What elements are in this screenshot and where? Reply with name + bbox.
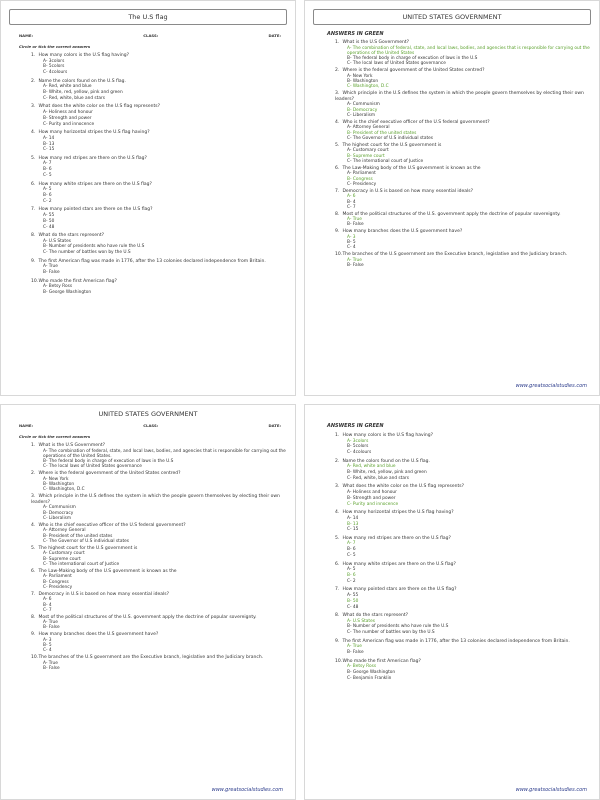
question-item — [335, 459, 591, 482]
instructions: Circle or tick the correct answers — [19, 434, 91, 439]
correct-answer-option[interactable]: B- 50 — [347, 598, 359, 604]
question-item — [335, 536, 591, 559]
question-item — [31, 443, 287, 470]
answer-option[interactable]: B- 13 — [43, 141, 55, 147]
answer-option[interactable]: C- Red, white, blue and stars — [347, 476, 409, 482]
answer-option[interactable]: A- New York — [347, 73, 373, 79]
question-item — [31, 632, 287, 653]
question-number: 7. — [335, 587, 340, 593]
sheet-title: The U.S flag — [9, 9, 287, 25]
question-number: 4. — [335, 119, 340, 125]
question-prompt: Which principle in the U.S defines the system in which the people govern themselves by electing their own leaders? — [31, 494, 280, 505]
date-field-label: DATE: — [268, 423, 281, 428]
question-number: 1. — [335, 40, 340, 45]
answer-option[interactable]: C- Liberalism — [43, 515, 72, 521]
answer-option[interactable]: B- White, red, yellow, pink and green — [43, 90, 123, 96]
question-prompt: How many colors is the U.S flag having? — [342, 433, 433, 438]
question-text — [31, 655, 287, 661]
answer-option[interactable]: A- 5 — [43, 187, 52, 193]
answer-option[interactable]: B- 6 — [43, 167, 52, 173]
correct-answer-option[interactable]: B- Congress — [347, 176, 373, 182]
gov-answers-sheet — [304, 0, 600, 396]
question-item — [31, 104, 287, 127]
question-prompt: The highest court for the U.S government is — [38, 545, 138, 551]
class-field-label: CLASS: — [143, 33, 159, 38]
question-prompt: Who is the chief executive officer of the U.S federal government? — [342, 119, 490, 125]
answer-option[interactable]: A- New York — [43, 476, 69, 482]
question-item — [31, 592, 287, 613]
question-list — [335, 433, 591, 682]
question-prompt: Who made the first American flag? — [38, 278, 117, 284]
question-number: 9. — [31, 632, 36, 638]
answer-option[interactable]: C- 7 — [347, 204, 356, 210]
question-number: 7. — [31, 591, 36, 597]
answer-option[interactable]: A- U.S States — [43, 238, 71, 244]
answer-option[interactable]: C- Liberalism — [347, 112, 376, 118]
question-number: 10. — [335, 252, 343, 258]
question-item — [335, 40, 591, 67]
answer-option[interactable]: B- 4 — [43, 602, 52, 608]
question-item — [335, 143, 591, 164]
answer-option[interactable]: B- 5 — [43, 643, 52, 649]
answer-option[interactable]: C- 48 — [347, 604, 359, 610]
question-prompt: Most of the political structures of the U.S. government apply the doctrine of popular sovereignty. — [38, 614, 257, 620]
question-number: 6. — [335, 561, 340, 567]
correct-answer-option[interactable]: A- True — [347, 217, 362, 223]
answer-option[interactable]: C- 2 — [347, 578, 356, 584]
sheet-title: UNITED STATES GOVERNMENT — [98, 410, 198, 418]
question-number: 2. — [31, 78, 36, 84]
question-item — [335, 510, 591, 533]
question-item — [335, 229, 591, 250]
answer-option[interactable]: C- Red, white, blue and stars — [43, 96, 105, 102]
answer-option[interactable]: A- Customary court — [347, 148, 389, 154]
answer-option[interactable]: C- 5 — [347, 553, 356, 559]
answer-option[interactable]: C- Washington, D.C — [43, 487, 85, 493]
question-prompt: Most of the political structures of the U.S. government apply the doctrine of popular sovereignty. — [342, 211, 561, 217]
correct-answer-option[interactable]: A- True — [347, 257, 362, 263]
answer-option[interactable]: B- Congress — [43, 579, 69, 585]
question-item — [31, 130, 287, 153]
question-item — [31, 494, 287, 521]
answer-option[interactable]: B- George Washington — [43, 289, 92, 295]
answer-option[interactable]: A- 55 — [347, 592, 359, 598]
answer-option[interactable]: A- 7 — [43, 161, 52, 167]
question-prompt: Democracy in U.S is based on how many essential ideals? — [38, 591, 170, 597]
answer-option[interactable]: A- 55 — [43, 212, 55, 218]
answer-option[interactable]: A- Betsy Ross — [43, 284, 73, 290]
question-text — [31, 615, 287, 621]
question-prompt: How many pointed stars are there on the U.S flag? — [38, 207, 153, 213]
answer-option[interactable]: B- False — [43, 270, 60, 276]
question-list — [31, 53, 287, 296]
answer-option[interactable]: C- Presidency — [347, 181, 377, 187]
correct-answer-option[interactable]: B- 6 — [347, 573, 356, 578]
question-prompt: How many colors is the U.S flag having? — [38, 53, 129, 58]
answer-option[interactable]: C- 5 — [43, 173, 52, 179]
question-item — [335, 212, 591, 228]
question-prompt: Who made the first American flag? — [342, 658, 421, 664]
question-number: 3. — [31, 494, 36, 500]
question-item — [335, 587, 591, 610]
question-prompt: How many red stripes are there on the U.S flag? — [342, 535, 451, 541]
answer-option[interactable]: A- True — [43, 264, 58, 270]
question-item — [335, 120, 591, 141]
question-text — [335, 639, 591, 645]
answer-option[interactable]: A- 3colors — [43, 58, 65, 64]
correct-answer-option[interactable]: A- 7 — [347, 541, 356, 547]
answer-option[interactable]: A- True — [43, 660, 58, 666]
question-number: 1. — [335, 433, 340, 438]
question-number: 5. — [31, 545, 36, 551]
question-prompt: How many white stripes are there on the U.S flag? — [38, 181, 152, 187]
question-number: 6. — [31, 181, 36, 187]
question-item — [31, 615, 287, 631]
question-prompt: Name the colors found on the U.S flag. — [342, 458, 430, 464]
question-number: 8. — [335, 211, 340, 217]
question-prompt: How many red stripes are there on the U.S flag? — [38, 155, 147, 161]
question-prompt: What do the stars represent? — [38, 233, 105, 239]
question-number: 1. — [31, 443, 36, 448]
question-prompt: The branches of the U.S government are the Executive branch, legislative and the Judiciary branch. — [38, 655, 264, 661]
question-prompt: How many horizontal stripes the U.S flag having? — [342, 510, 454, 516]
question-item — [335, 484, 591, 507]
question-prompt: How many pointed stars are there on the U.S flag? — [342, 587, 457, 593]
question-number: 4. — [31, 130, 36, 136]
answer-option[interactable]: C- The Governor of U.S individual states — [43, 538, 130, 544]
answer-option[interactable]: B- False — [347, 650, 364, 656]
answer-option[interactable]: B- George Washington — [347, 669, 396, 675]
answer-option[interactable]: B- Democracy — [43, 510, 74, 516]
question-prompt: Where is the federal government of the United States centred? — [342, 68, 485, 74]
answer-option[interactable]: C- The local laws of United States governance — [43, 464, 142, 470]
answer-option[interactable]: B- White, red, yellow, pink and green — [347, 470, 427, 476]
question-list — [31, 443, 287, 671]
answer-option[interactable]: B- The federal body in charge of execution of laws in the U.S — [347, 56, 478, 62]
answer-option[interactable]: B- 5colors — [43, 64, 65, 70]
question-prompt: How many white stripes are there on the U.S flag? — [342, 561, 456, 567]
answer-option[interactable]: A- The combination of federal, state, and local laws, bodies, and agencies that is responsible for carrying out the operations of the United States. — [43, 448, 286, 459]
question-number: 9. — [335, 638, 340, 644]
answer-option[interactable]: B- The federal body in charge of execution of laws in the U.S — [43, 459, 174, 465]
question-item — [31, 182, 287, 205]
correct-answer-option[interactable]: A- The combination of federal, state, and local laws, bodies, and agencies that is responsible for carrying out the operations of the United States — [347, 45, 590, 56]
answer-option[interactable]: C- 4colours — [43, 70, 68, 76]
correct-answer-option[interactable]: C- Purity and innocence — [347, 501, 399, 507]
question-item — [31, 207, 287, 230]
correct-answer-option[interactable]: A- True — [347, 644, 362, 650]
question-prompt: The first American flag was made in 1776, after the 13 colonies declared independence from Britain. — [38, 258, 266, 264]
question-number: 6. — [335, 165, 340, 171]
question-prompt: Where is the federal government of the United States centred? — [38, 471, 181, 477]
question-prompt: How many horizontal stripes the U.S flag having? — [38, 130, 150, 136]
question-number: 10. — [31, 278, 39, 284]
question-item — [31, 546, 287, 567]
answer-option[interactable]: B- Number of presidents who have rule the U.S — [347, 624, 449, 630]
answer-option[interactable]: B- 5 — [347, 240, 356, 246]
answer-option[interactable]: B- 5colors — [347, 444, 369, 450]
class-field-label: CLASS: — [143, 423, 159, 428]
question-item — [31, 523, 287, 544]
answer-option[interactable]: A- Holiness and honour — [43, 109, 93, 115]
answer-option[interactable]: A- True — [43, 620, 58, 626]
answer-option[interactable]: C- 15 — [43, 147, 55, 153]
answer-option[interactable]: B- President of the united states — [43, 533, 113, 539]
question-number: 3. — [335, 91, 340, 97]
question-item — [335, 91, 591, 118]
question-number: 2. — [31, 471, 36, 477]
answer-option[interactable]: B- False — [43, 625, 60, 631]
question-number: 7. — [31, 207, 36, 213]
flag-answers-sheet — [304, 404, 600, 800]
answer-option[interactable]: A- 5 — [347, 567, 356, 573]
question-prompt: What is the U.S Government? — [38, 443, 105, 448]
question-item — [335, 659, 591, 682]
answer-option[interactable]: B- False — [347, 222, 364, 228]
answer-option[interactable]: C- Purity and innocence — [43, 121, 95, 127]
question-list — [335, 40, 591, 268]
answer-option[interactable]: C- Benjamin Franklin — [347, 675, 392, 681]
question-item — [31, 79, 287, 102]
correct-answer-option[interactable]: B- President of the united states — [347, 130, 417, 136]
question-item — [31, 156, 287, 179]
question-item — [31, 471, 287, 492]
answer-option[interactable]: A- 14 — [347, 515, 359, 521]
correct-answer-option[interactable]: A- Red, white and blue — [347, 464, 396, 470]
question-prompt: The Law-Making body of the U.S government is known as the — [38, 568, 177, 574]
name-field-label: NAME: — [19, 423, 34, 428]
correct-answer-option[interactable]: A- 6 — [347, 194, 356, 200]
footer-website: www.greatsocialstudies.com — [515, 787, 587, 793]
answer-option[interactable]: A- Communism — [43, 505, 76, 511]
correct-answer-option[interactable]: B- Democracy — [347, 107, 378, 113]
question-number: 8. — [335, 613, 340, 619]
question-number: 4. — [31, 522, 36, 528]
correct-answer-option[interactable]: A- U.S States — [347, 618, 375, 624]
question-prompt: What does the white color on the U.S flag represents? — [38, 104, 161, 110]
answer-option[interactable]: C- 4 — [347, 245, 356, 251]
answers-heading: ANSWERS IN GREEN — [327, 423, 384, 429]
answer-option[interactable]: B- Number of presidents who have rule the U.S — [43, 244, 145, 250]
question-number: 6. — [31, 568, 36, 574]
question-prompt: What do the stars represent? — [342, 613, 409, 619]
question-item — [335, 613, 591, 636]
question-prompt: The highest court for the U.S government is — [342, 142, 442, 148]
answer-option[interactable]: B- Strength and power — [347, 495, 396, 501]
question-number: 2. — [335, 458, 340, 464]
question-prompt: What does the white color on the U.S flag represents? — [342, 484, 465, 490]
footer-website: www.greatsocialstudies.com — [515, 383, 587, 389]
answer-option[interactable]: B- Washington — [43, 482, 75, 488]
question-text — [335, 252, 591, 258]
answer-option[interactable]: A- Holiness and honour — [347, 489, 397, 495]
question-item — [335, 639, 591, 656]
question-item — [31, 279, 287, 296]
gov-quiz-sheet — [0, 404, 296, 800]
question-item — [31, 569, 287, 590]
answer-option[interactable]: A- Parliament — [347, 171, 376, 177]
answers-heading: ANSWERS IN GREEN — [327, 31, 384, 37]
answer-option[interactable]: A- 14 — [43, 135, 55, 141]
correct-answer-option[interactable]: A- Betsy Ross — [347, 664, 377, 670]
question-number: 7. — [335, 188, 340, 194]
answer-option[interactable]: A- Parliament — [43, 574, 72, 580]
answer-option[interactable]: C- 7 — [43, 607, 52, 613]
question-text — [31, 259, 287, 265]
sheet-title: UNITED STATES GOVERNMENT — [313, 9, 591, 25]
student-header — [19, 423, 281, 428]
question-number: 5. — [335, 142, 340, 148]
answer-option[interactable]: C- 4 — [43, 648, 52, 654]
answer-option[interactable]: B- 6 — [347, 547, 356, 553]
question-number: 3. — [31, 104, 36, 110]
answer-option[interactable]: B- Supreme court — [43, 556, 81, 562]
question-prompt: Which principle in the U.S defines the system in which the people govern themselves by electing their own leaders? — [335, 91, 584, 102]
question-prompt: How many branches does the U.S government have? — [342, 229, 463, 235]
question-item — [335, 189, 591, 210]
answer-option[interactable]: C- The number of battles won by the U.S — [43, 250, 131, 256]
question-prompt: What is the U.S Government? — [342, 40, 409, 45]
answer-option[interactable]: C- Presidency — [43, 584, 73, 590]
question-item — [335, 562, 591, 585]
name-field-label: NAME: — [19, 33, 34, 38]
question-prompt: The branches of the U.S government are the Executive branch, legislative and the Judiciary branch. — [342, 252, 568, 258]
question-prompt: The first American flag was made in 1776, after the 13 colonies declared independence from Britain. — [342, 638, 570, 644]
answer-option[interactable]: A- 3 — [43, 637, 52, 643]
answer-option[interactable]: C- 15 — [347, 527, 359, 533]
question-number: 9. — [31, 258, 36, 264]
question-number: 2. — [335, 68, 340, 74]
question-item — [31, 259, 287, 276]
question-item — [335, 68, 591, 89]
correct-answer-option[interactable]: A- 3 — [347, 234, 356, 240]
question-number: 1. — [31, 53, 36, 58]
student-header — [19, 33, 281, 38]
question-text — [335, 91, 591, 102]
question-prompt: Name the colors found on the U.S flag. — [38, 78, 126, 84]
question-prompt: Who is the chief executive officer of the U.S federal government? — [38, 522, 186, 528]
answer-option[interactable]: B- Strength and power — [43, 115, 92, 121]
correct-answer-option[interactable]: C- Washington, D.C — [347, 84, 389, 90]
question-text — [31, 494, 287, 505]
question-number: 5. — [31, 155, 36, 161]
question-number: 4. — [335, 510, 340, 516]
question-number: 9. — [335, 229, 340, 235]
question-item — [31, 53, 287, 76]
question-prompt: The Law-Making body of the U.S government is known as the — [342, 165, 481, 171]
date-field-label: DATE: — [268, 33, 281, 38]
answer-option[interactable]: B- 6 — [43, 193, 52, 198]
question-item — [335, 433, 591, 456]
correct-answer-option[interactable]: A- 3colors — [347, 438, 369, 444]
answer-option[interactable]: B- False — [43, 666, 60, 672]
question-number: 5. — [335, 535, 340, 541]
question-prompt: How many branches does the U.S government have? — [38, 632, 159, 638]
question-item — [31, 233, 287, 256]
correct-answer-option[interactable]: B- Supreme court — [347, 153, 385, 159]
flag-quiz-sheet — [0, 0, 296, 396]
answer-option[interactable]: A- Communism — [347, 102, 380, 108]
answer-option[interactable]: C- The international court of Justice — [347, 158, 424, 164]
answer-option[interactable]: C- The Governor of U.S individual states — [347, 135, 434, 141]
question-item — [31, 655, 287, 671]
instructions: Circle or tick the correct answers — [19, 44, 91, 49]
answer-option[interactable]: B- Washington — [347, 79, 379, 85]
answer-option[interactable]: C- The number of battles won by the U.S — [347, 630, 435, 636]
question-number: 8. — [31, 614, 36, 620]
answer-option[interactable]: A- Attorney General — [43, 528, 86, 534]
footer-website: www.greatsocialstudies.com — [211, 787, 283, 793]
question-number: 3. — [335, 484, 340, 490]
question-number: 10. — [31, 655, 39, 661]
answer-option[interactable]: A- Customary court — [43, 551, 85, 557]
question-text — [335, 212, 591, 218]
answer-option[interactable]: C- 48 — [43, 224, 55, 230]
answer-option[interactable]: A- Red, white and blue — [43, 84, 92, 90]
question-prompt: Democracy in U.S is based on how many essential ideals? — [342, 188, 474, 194]
question-item — [335, 166, 591, 187]
answer-option[interactable]: C- 4colours — [347, 450, 372, 456]
answer-option[interactable]: B- False — [347, 263, 364, 269]
answer-option[interactable]: C- 2 — [43, 198, 52, 204]
question-item — [335, 252, 591, 268]
answer-option[interactable]: B- 50 — [43, 218, 55, 224]
answer-option[interactable]: C- The international court of Justice — [43, 561, 120, 567]
correct-answer-option[interactable]: B- 13 — [347, 521, 359, 527]
question-number: 8. — [31, 233, 36, 239]
answer-option[interactable]: C- The local laws of United States governance — [347, 61, 446, 67]
question-number: 10. — [335, 658, 343, 664]
answer-option[interactable]: B- 4 — [347, 199, 356, 205]
answer-option[interactable]: A- Attorney General — [347, 125, 390, 131]
answer-option[interactable]: A- 6 — [43, 597, 52, 603]
